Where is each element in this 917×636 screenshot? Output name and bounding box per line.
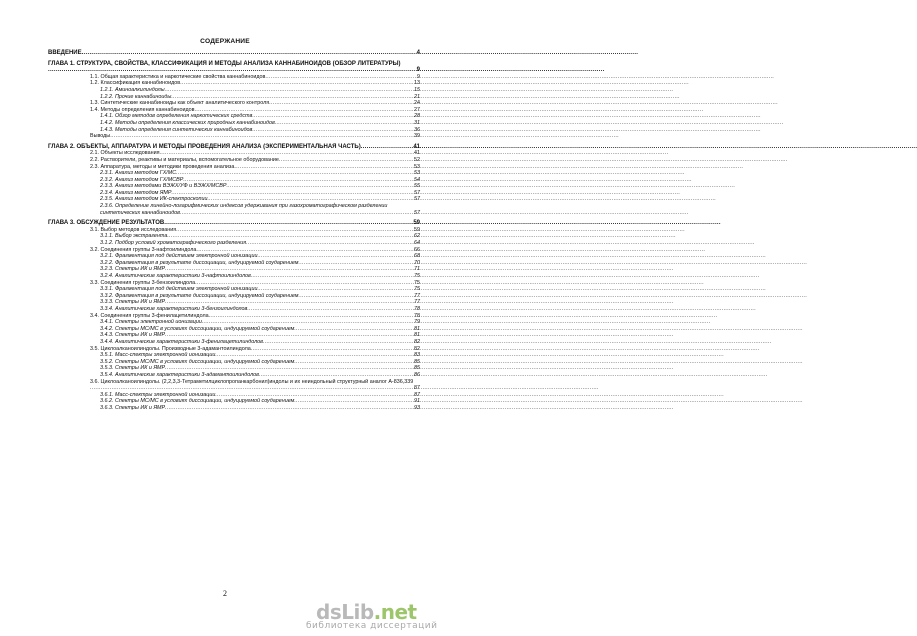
toc-entry-label: ГЛАВА 2. ОБЪЕКТЫ, АППАРАТУРА И МЕТОДЫ ПРОВЕДЕНИЯ АНАЛИЗА (ЭКСПЕРИМЕНТАЛЬНАЯ ЧАСТЬ) bbox=[48, 143, 361, 150]
toc-leader-dots bbox=[180, 210, 220, 217]
toc-leader-dots bbox=[160, 150, 414, 157]
toc-entry-page: 77 bbox=[414, 299, 420, 306]
toc-entry[interactable] bbox=[48, 299, 420, 306]
toc-entry-page: 59 bbox=[413, 220, 420, 227]
page-number: 2 bbox=[223, 589, 227, 598]
toc-entry-label: 1.4.3. Методы определения синтетических каннабиноидов bbox=[100, 126, 253, 133]
toc-entry-label: 1.2.2. Прочие каннабиноиды bbox=[100, 93, 172, 100]
toc-leader-dots bbox=[183, 177, 413, 184]
toc-leader-dots bbox=[195, 107, 414, 114]
toc-entry[interactable] bbox=[48, 359, 420, 366]
toc-heading: СОДЕРЖАНИЕ bbox=[200, 38, 250, 45]
toc-entry-page: 93 bbox=[414, 404, 420, 411]
toc-entry[interactable] bbox=[48, 319, 420, 326]
toc-entry-label: 3.2.2. Фрагментация в результате диссоциации, индуцируемой соударением bbox=[100, 259, 299, 266]
toc-entry-page: 52 bbox=[414, 156, 420, 163]
toc-leader-dots bbox=[165, 266, 413, 273]
toc-entry-page: 83 bbox=[414, 352, 420, 359]
toc-leader-dots bbox=[259, 372, 413, 379]
toc-entry[interactable] bbox=[48, 286, 420, 293]
toc-entry-page: 70 bbox=[414, 259, 420, 266]
toc-entry-page: 75 bbox=[414, 286, 420, 293]
toc-entry[interactable] bbox=[48, 306, 420, 313]
toc-entry[interactable] bbox=[48, 150, 420, 157]
toc-leader-dots bbox=[180, 80, 413, 87]
toc-entry-label: 3.4. Соединения группы 3-фенилацетилиндола bbox=[90, 312, 209, 319]
toc-leader-dots bbox=[251, 346, 413, 353]
toc-entry[interactable] bbox=[48, 87, 420, 94]
toc-leader-dots bbox=[171, 94, 413, 101]
toc-entry-label: 2.3.6. Определение линейно-логарифмических индексов удерживания при газохроматографическом разделении синтетических каннабиноидов bbox=[100, 203, 388, 216]
toc-entry-page: 82 bbox=[414, 345, 420, 352]
toc-leader-dots bbox=[165, 365, 413, 372]
toc-entry-page: 81 bbox=[414, 325, 420, 332]
toc-entry-label: 3.2.1. Фрагментация под действием электронной ионизации bbox=[100, 253, 258, 260]
toc-entry-page: 59 bbox=[414, 226, 420, 233]
toc-entry-page: 54 bbox=[414, 176, 420, 183]
toc-entry-label: 3.6.2. Спектры МС/МС в условиях диссоциации, индуцируемой соударением bbox=[100, 398, 295, 405]
toc-leader-dots bbox=[215, 352, 413, 359]
toc-entry[interactable] bbox=[48, 326, 420, 333]
toc-leader-dots bbox=[209, 313, 413, 320]
toc-leader-dots bbox=[275, 120, 413, 127]
toc-entry[interactable] bbox=[48, 260, 420, 267]
toc-entry[interactable] bbox=[48, 273, 420, 280]
toc-entry-page: 75 bbox=[414, 279, 420, 286]
toc-entry-label: 3.5.3. Спектры ИК и ЯМР bbox=[100, 365, 166, 372]
toc-entry-page: 4 bbox=[416, 50, 420, 56]
toc-entry-label: 2.3. Аппаратура, методы и методики проведения анализа bbox=[90, 163, 235, 170]
toc-leader-dots bbox=[172, 190, 413, 197]
toc-leader-dots bbox=[48, 67, 88, 74]
toc-entry[interactable] bbox=[48, 157, 420, 164]
toc-leader-dots bbox=[252, 113, 413, 120]
toc-entry-label: 1.4.2. Методы определения классических природных каннабиноидов bbox=[100, 119, 275, 126]
toc-entry-label: 2.3.1. Анализ методом ГХ/МС bbox=[100, 170, 177, 177]
toc-leader-dots bbox=[269, 100, 413, 107]
toc-entry[interactable] bbox=[48, 266, 420, 273]
toc-entry-label: 2.3.5. Анализ методом ИК-спектроскопии bbox=[100, 196, 208, 203]
toc-entry-label: 1.1. Общая характеристика и наркотические свойства каннабиноидов bbox=[90, 73, 266, 80]
toc-leader-dots bbox=[165, 405, 413, 412]
toc-entry-label: 3.5.4. Аналитические характеристики 3-адамантоилиндолов bbox=[100, 371, 259, 378]
toc-leader-dots bbox=[82, 50, 416, 57]
toc-entry-label: 3.3. Соединения группы 3-бензоилиндола bbox=[90, 279, 196, 286]
toc-entry-page: 87 bbox=[414, 385, 420, 392]
toc-entry[interactable] bbox=[48, 253, 420, 260]
table-of-contents bbox=[48, 50, 420, 411]
toc-leader-dots bbox=[90, 385, 130, 392]
toc-leader-dots bbox=[202, 319, 413, 326]
toc-entry[interactable] bbox=[48, 94, 420, 101]
watermark-logo-text: dsLib.net bbox=[316, 600, 417, 624]
toc-entry-label: 3.5.1. Масс-спектры электронной ионизации bbox=[100, 352, 216, 359]
toc-entry-page: 82 bbox=[414, 338, 420, 345]
toc-entry-label: 2.3.3. Анализ методами ВЭЖХ/УФ и ВЭЖХ/МСВР bbox=[100, 183, 227, 190]
toc-entry-page: 9 bbox=[416, 67, 420, 74]
toc-entry[interactable] bbox=[48, 398, 420, 405]
toc-entry-label: 3.3.4. Аналитические характеристики 3-бензоилиндолов bbox=[100, 305, 248, 312]
toc-entry-page: 39 bbox=[414, 133, 420, 140]
toc-entry[interactable] bbox=[48, 240, 420, 247]
toc-entry[interactable] bbox=[48, 339, 420, 346]
toc-leader-dots bbox=[165, 87, 413, 94]
toc-entry[interactable] bbox=[48, 170, 420, 177]
toc-entry-label: 3.6.3. Спектры ИК и ЯМР bbox=[100, 404, 166, 411]
toc-entry[interactable] bbox=[48, 120, 420, 127]
toc-leader-dots bbox=[252, 127, 413, 134]
toc-entry-label: 3.6.1. Масс-спектры электронной ионизации bbox=[100, 391, 216, 398]
toc-entry-label: 3.1. Выбор методов исследования bbox=[90, 226, 177, 233]
toc-entry[interactable] bbox=[48, 227, 420, 234]
toc-leader-dots bbox=[247, 306, 413, 313]
toc-leader-dots bbox=[294, 359, 413, 366]
toc-leader-dots bbox=[299, 260, 413, 267]
toc-entry-label: 3.4.2. Спектры МС/МС в условиях диссоциации, индуцируемой соударением bbox=[100, 325, 295, 332]
toc-entry-page: 57 bbox=[414, 196, 420, 203]
toc-entry-page: 28 bbox=[414, 113, 420, 120]
toc-entry-label: 3.4.1. Спектры электронной ионизации bbox=[100, 319, 202, 326]
toc-entry-page: 53 bbox=[414, 170, 420, 177]
toc-entry[interactable] bbox=[48, 61, 420, 74]
toc-entry-label: 3.4.3. Спектры ИК и ЯМР bbox=[100, 332, 166, 339]
toc-entry-page: 53 bbox=[414, 163, 420, 170]
toc-leader-dots bbox=[176, 170, 413, 177]
toc-entry-page: 57 bbox=[414, 209, 420, 216]
toc-entry-label: 3.3.3. Спектры ИК и ЯМР bbox=[100, 299, 166, 306]
toc-entry[interactable] bbox=[48, 50, 420, 57]
toc-entry-page: 77 bbox=[414, 292, 420, 299]
toc-entry-page: 13 bbox=[414, 80, 420, 87]
toc-entry-page: 15 bbox=[414, 86, 420, 93]
toc-entry-page: 62 bbox=[414, 233, 420, 240]
toc-entry[interactable] bbox=[48, 332, 420, 339]
toc-entry-page: 41 bbox=[414, 150, 420, 157]
toc-leader-dots bbox=[165, 299, 413, 306]
toc-entry-page: 41 bbox=[413, 143, 420, 150]
toc-entry[interactable] bbox=[48, 127, 420, 134]
toc-entry-label: 2.2. Растворители, реактивы и материалы, вспомогательное оборудование bbox=[90, 156, 279, 163]
toc-entry[interactable] bbox=[48, 379, 420, 392]
toc-leader-dots bbox=[257, 253, 413, 260]
watermark-tagline: библиотека диссертаций bbox=[306, 621, 438, 631]
toc-leader-dots bbox=[279, 157, 413, 164]
toc-entry[interactable] bbox=[48, 144, 420, 151]
toc-entry-label: 2.3.4. Анализ методом ЯМР bbox=[100, 189, 172, 196]
toc-entry-page: 68 bbox=[414, 253, 420, 260]
toc-entry-label: 3.4.4. Аналитические характеристики 3-фенилацетилиндолов bbox=[100, 338, 263, 345]
toc-entry[interactable] bbox=[48, 405, 420, 412]
document-page bbox=[0, 0, 450, 636]
toc-entry-label: 1.4.1. Обзор методов определения наркотических средств bbox=[100, 113, 253, 120]
toc-leader-dots bbox=[165, 332, 413, 339]
toc-entry-page: 31 bbox=[414, 119, 420, 126]
toc-entry-label: 3.6. Циклоалканоилиндолы. (2,2,3,3-Тетраметилциклопропанкарбонил)индолы и их неиндольный структурный аналог А-836,339 bbox=[90, 378, 414, 385]
toc-leader-dots bbox=[227, 183, 414, 190]
toc-entry-page: 87 bbox=[414, 391, 420, 398]
toc-entry-page: 36 bbox=[414, 126, 420, 133]
toc-leader-dots bbox=[234, 164, 413, 171]
toc-entry[interactable] bbox=[48, 293, 420, 300]
toc-entry-page: 91 bbox=[414, 398, 420, 405]
toc-entry-label: 3.3.2. Фрагментация в результате диссоциации, индуцируемой соударением bbox=[100, 292, 299, 299]
toc-entry-label: 3.5.2. Спектры МС/МС в условиях диссоциации, индуцируемой соударением bbox=[100, 358, 295, 365]
toc-entry-page: 81 bbox=[414, 332, 420, 339]
toc-leader-dots bbox=[361, 144, 401, 151]
toc-entry[interactable] bbox=[48, 100, 420, 107]
toc-entry-page: 85 bbox=[414, 358, 420, 365]
toc-entry-label: 3.2.3. Спектры ИК и ЯМР bbox=[100, 266, 166, 273]
toc-entry-label: 3.3.1. Фрагментация под действием электронной ионизации bbox=[100, 286, 258, 293]
toc-entry[interactable] bbox=[48, 107, 420, 114]
toc-entry-page: 24 bbox=[414, 100, 420, 107]
toc-leader-dots bbox=[110, 133, 413, 140]
toc-entry[interactable] bbox=[48, 113, 420, 120]
toc-entry-label: Выводы bbox=[90, 133, 111, 140]
toc-entry[interactable] bbox=[48, 164, 420, 171]
toc-leader-dots bbox=[176, 227, 413, 234]
toc-entry-page: 78 bbox=[414, 312, 420, 319]
toc-entry-page: 57 bbox=[414, 189, 420, 196]
toc-entry[interactable] bbox=[48, 190, 420, 197]
toc-leader-dots bbox=[265, 74, 416, 81]
toc-entry[interactable] bbox=[48, 183, 420, 190]
toc-leader-dots bbox=[164, 220, 412, 227]
toc-entry-label: 3.1.1. Выбор экстрагента bbox=[100, 233, 168, 240]
toc-entry-page: 86 bbox=[414, 371, 420, 378]
toc-entry[interactable] bbox=[48, 365, 420, 372]
toc-entry-label: 1.4. Методы определения каннабиноидов bbox=[90, 106, 195, 113]
toc-entry[interactable] bbox=[48, 352, 420, 359]
toc-leader-dots bbox=[251, 273, 413, 280]
toc-entry-label: 1.2. Классификация каннабиноидов bbox=[90, 80, 181, 87]
toc-leader-dots bbox=[263, 339, 413, 346]
toc-entry-label: 3.2.4. Аналитические характеристики 3-нафтоилиндолов bbox=[100, 273, 251, 279]
toc-entry-page: 9 bbox=[417, 73, 420, 80]
toc-entry-label: 2.1. Объекты исследования bbox=[90, 150, 160, 157]
toc-entry-page: 85 bbox=[414, 365, 420, 372]
toc-entry-page: 79 bbox=[414, 319, 420, 326]
toc-leader-dots bbox=[246, 240, 413, 247]
toc-entry-page: 78 bbox=[414, 305, 420, 312]
toc-entry-page: 21 bbox=[414, 93, 420, 100]
watermark-logo bbox=[296, 600, 446, 632]
toc-entry[interactable] bbox=[48, 80, 420, 87]
toc-entry[interactable] bbox=[48, 177, 420, 184]
toc-entry-label: 3.5. Циклоалканоилиндолы. Производные 3-адамантоилиндола bbox=[90, 345, 251, 352]
toc-entry-label: 1.3. Синтетические каннабиноиды как объект аналитического контроля bbox=[90, 100, 270, 107]
toc-entry[interactable] bbox=[48, 203, 420, 216]
toc-leader-dots bbox=[294, 398, 413, 405]
toc-entry-page: 71 bbox=[414, 266, 420, 273]
toc-entry[interactable] bbox=[48, 133, 420, 140]
toc-entry[interactable] bbox=[48, 74, 420, 81]
toc-entry-page: 64 bbox=[414, 240, 420, 247]
toc-entry-page: 75 bbox=[414, 273, 420, 279]
toc-entry-label: 1.2.1. Аминоалкилиндолы bbox=[100, 86, 165, 93]
toc-entry-page: 27 bbox=[414, 106, 420, 113]
toc-entry-label: ВВЕДЕНИЕ bbox=[48, 50, 82, 56]
toc-entry-label: 2.3.2. Анализ методом ГХ/МСВР bbox=[100, 176, 184, 183]
toc-entry[interactable] bbox=[48, 220, 420, 227]
toc-entry-label: 3.1.2. Подбор условий хроматографического разделения bbox=[100, 240, 247, 247]
toc-entry-label: 3.2. Соединения группы 3-нафтоилиндола bbox=[90, 246, 197, 253]
toc-leader-dots bbox=[257, 286, 413, 293]
toc-leader-dots bbox=[299, 293, 413, 300]
toc-entry-page: 55 bbox=[414, 183, 420, 190]
toc-entry-page: 66 bbox=[414, 246, 420, 253]
toc-leader-dots bbox=[294, 326, 413, 333]
toc-entry-label: ГЛАВА 1. СТРУКТУРА, СВОЙСТВА, КЛАССИФИКАЦИЯ И МЕТОДЫ АНАЛИЗА КАННАБИНОИДОВ (ОБЗОР ЛИТЕРАТУРЫ) bbox=[48, 60, 401, 67]
toc-entry-label: ГЛАВА 3. ОБСУЖДЕНИЕ РЕЗУЛЬТАТОВ bbox=[48, 220, 165, 227]
toc-entry[interactable] bbox=[48, 372, 420, 379]
